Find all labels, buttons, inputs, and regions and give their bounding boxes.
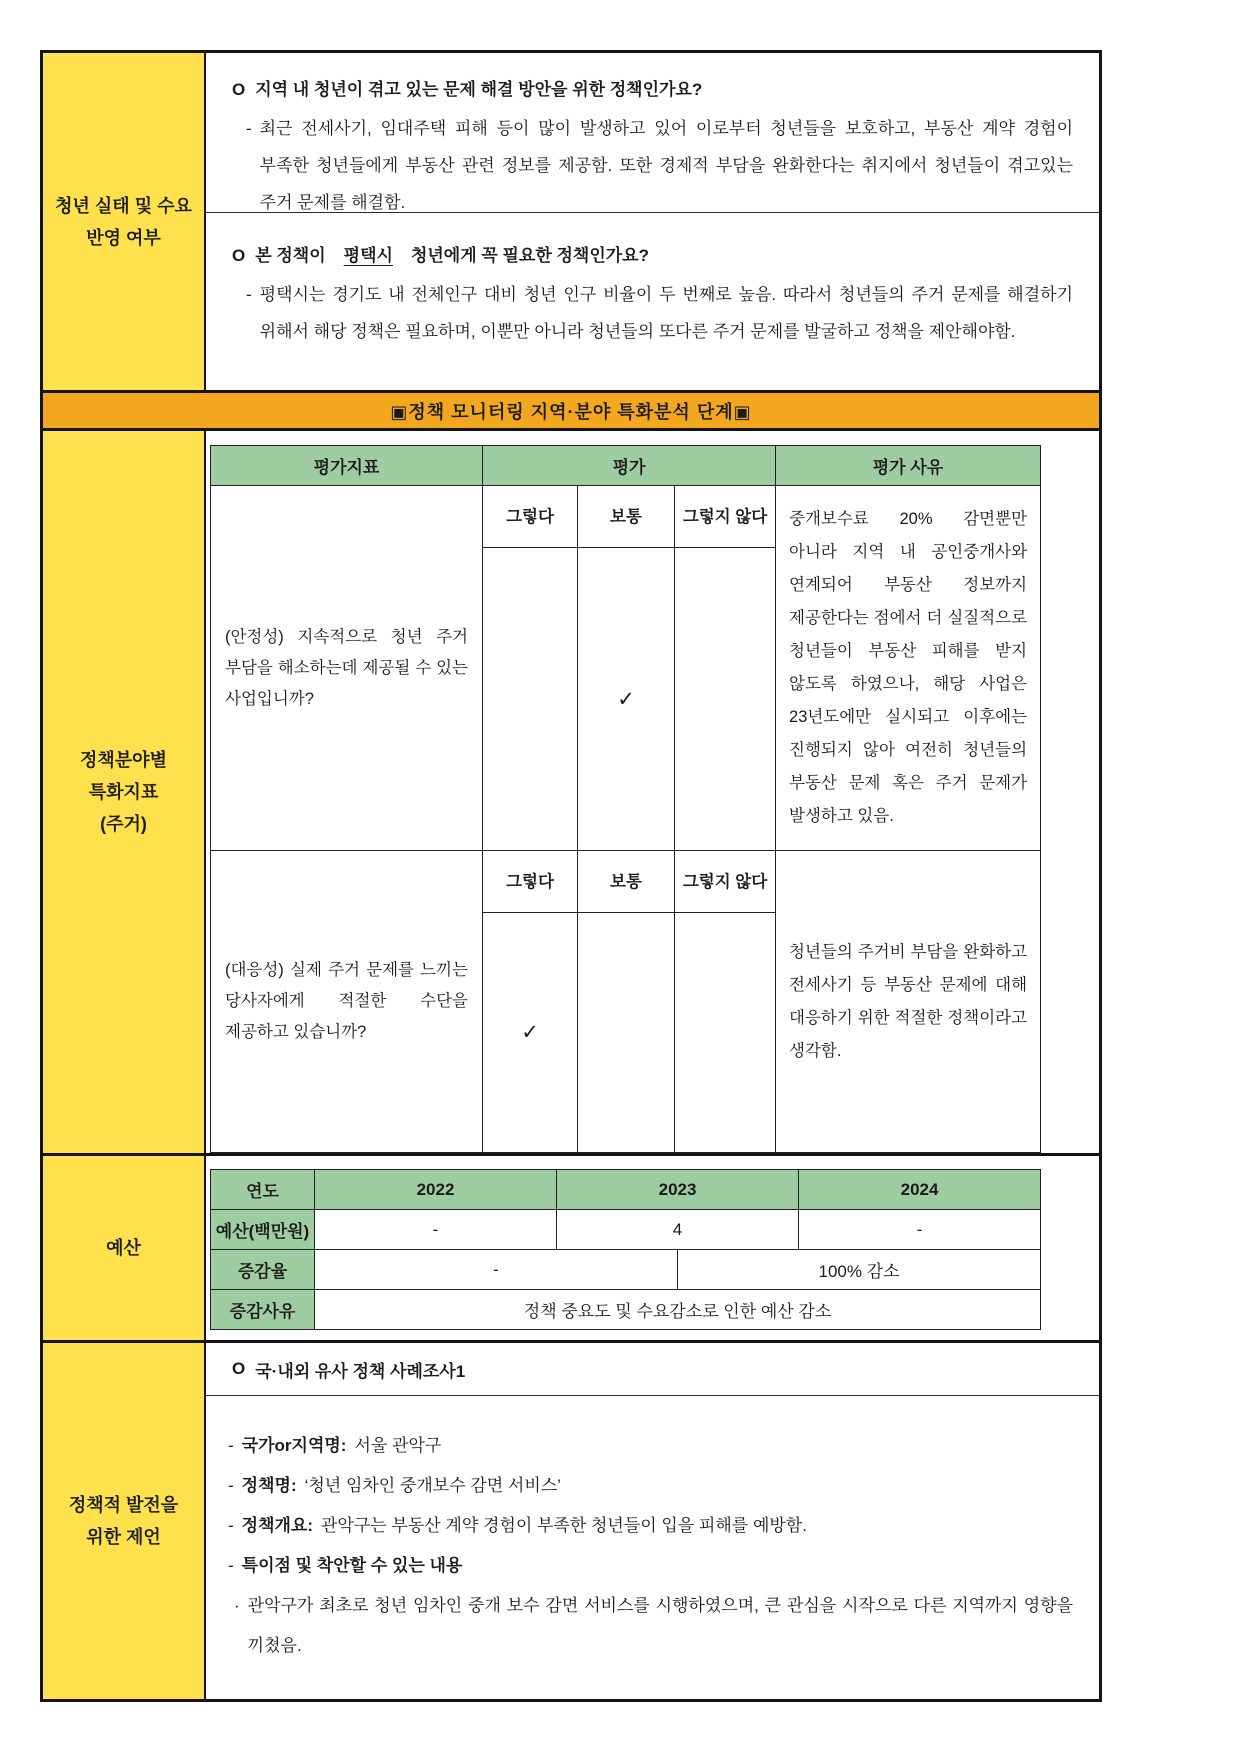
qa-block-problem-solving: [206, 53, 1099, 213]
row1-option-no: 그렇지 않다: [675, 486, 776, 548]
row2-option-no: 그렇지 않다: [675, 851, 776, 913]
dash-bullet: -: [228, 1476, 234, 1495]
banner-title: ▣정책 모니터링 지역·분야 특화분석 단계▣: [390, 401, 752, 422]
change-right: 100% 감소: [678, 1250, 1041, 1290]
row2-check-yes: ✓: [483, 913, 578, 1153]
row1-check-yes: [483, 548, 578, 851]
change-reason-value: 정책 중요도 및 수요감소로 인한 예산 감소: [315, 1290, 1041, 1330]
section-budget: [43, 1156, 1099, 1343]
question-line: [232, 237, 1073, 274]
suggestions-content: [206, 1343, 1099, 1699]
case-item-label: 특이점 및 착안할 수 있는 내용: [241, 1556, 463, 1575]
underlined-city-name: 평택시: [343, 246, 393, 265]
header-evaluation: 평가: [483, 446, 776, 486]
row2-check-no: [675, 913, 776, 1153]
case-note-text: 관악구가 최초로 청년 임차인 중개 보수 감면 서비스를 시행하였으며, 큰 관심을 시작으로 다른 지역까지 영향을 끼쳤음.: [247, 1596, 1073, 1655]
case-study-heading: [206, 1343, 1099, 1396]
row1-check-mid: ✓: [578, 548, 675, 851]
section-youth-demand: [43, 53, 1099, 393]
year-label: 연도: [211, 1170, 315, 1210]
section-suggestions: [43, 1343, 1099, 1699]
label-line: 위한 제언: [86, 1527, 161, 1547]
year-2024: 2024: [799, 1170, 1041, 1210]
label-line: 정책적 발전을: [68, 1495, 179, 1515]
answer-line: [232, 110, 1073, 221]
row2-option-yes: 그렇다: [483, 851, 578, 913]
case-item-text: 관악구는 부동산 계약 경험이 부족한 청년들이 입을 피해를 예방함.: [321, 1516, 807, 1535]
question-text-prefix: 본 정책이: [255, 246, 326, 265]
dash-bullet: -: [228, 1436, 234, 1455]
section-label-suggestions: [43, 1343, 206, 1699]
label-line: 예산: [106, 1238, 141, 1258]
row2-option-mid: 보통: [578, 851, 675, 913]
label-line: 반영 여부: [86, 227, 161, 248]
row2-options: [211, 851, 1041, 913]
case-item-policy-name: [228, 1466, 1073, 1506]
budget-label: 예산(백만원): [211, 1210, 315, 1250]
case-item-label: 정책개요:: [241, 1516, 314, 1535]
case-item-text: 서울 관악구: [354, 1436, 442, 1455]
case-item-region: [228, 1426, 1073, 1466]
label-line: (주거): [100, 814, 147, 834]
case-item-overview: [228, 1506, 1073, 1546]
row2-question: (대응성) 실제 주거 문제를 느끼는 당사자에게 적절한 수단을 제공하고 있습니까?: [211, 851, 483, 1153]
special-analysis-banner: [43, 393, 1099, 431]
dot-bullet: ·: [234, 1596, 240, 1615]
row1-option-yes: 그렇다: [483, 486, 578, 548]
question-text-suffix: 청년에게 꼭 필요한 정책인가요?: [410, 246, 649, 265]
row1-check-no: [675, 548, 776, 851]
evaluation-table-area: [206, 431, 1099, 1153]
circle-bullet: O: [232, 246, 246, 265]
budget-table: [210, 1169, 1041, 1330]
case-item-text: ‘청년 임차인 중개보수 감면 서비스’: [304, 1476, 561, 1495]
case-study-body: [206, 1396, 1099, 1699]
row1-options: [211, 486, 1041, 548]
circle-bullet: O: [232, 1359, 246, 1378]
budget-2023: 4: [557, 1210, 799, 1250]
year-2023: 2023: [557, 1170, 799, 1210]
row2-reason: 청년들의 주거비 부담을 완화하고 전세사기 등 부동산 문제에 대해 대응하기 위한 적절한 정책이라고 생각함.: [776, 851, 1041, 1153]
answer-text: 평택시는 경기도 내 전체인구 대비 청년 인구 비율이 두 번째로 높음. 따라서 청년들의 주거 문제를 해결하기 위해서 해당 정책은 필요하며, 이뿐만 아니라 청년들의 또다른 주거 문제를 발굴하고 정책을 제안해야함.: [259, 285, 1073, 341]
policy-monitoring-document: [40, 50, 1102, 1702]
section-label-special-indicators: [43, 431, 206, 1153]
change-label: 증감율: [211, 1250, 315, 1290]
question-text: 지역 내 청년이 겪고 있는 문제 해결 방안을 위한 정책인가요?: [255, 80, 703, 99]
header-indicator: 평가지표: [211, 446, 483, 486]
case-item-label: 국가or지역명:: [241, 1436, 347, 1455]
section-label-youth-demand: [43, 53, 206, 390]
case-item-label: 정책명:: [241, 1476, 297, 1495]
evaluation-header-row: [211, 446, 1041, 486]
budget-2024: -: [799, 1210, 1041, 1250]
label-line: 정책분야별: [80, 750, 167, 770]
budget-amount-row: [211, 1210, 1041, 1250]
budget-year-row: [211, 1170, 1041, 1210]
case-item-notable: [228, 1546, 1073, 1586]
circle-bullet: O: [232, 80, 246, 99]
label-line: 청년 실태 및 수요: [55, 195, 192, 216]
row1-question: (안정성) 지속적으로 청년 주거 부담을 해소하는데 제공될 수 있는 사업입니까?: [211, 486, 483, 851]
case-note: [228, 1586, 1073, 1666]
evaluation-table: [210, 445, 1041, 1153]
answer-line: [232, 276, 1073, 350]
dash-bullet: -: [246, 119, 252, 138]
budget-reason-row: [211, 1290, 1041, 1330]
dash-bullet: -: [228, 1516, 234, 1535]
case-study-heading-text: 국·내외 유사 정책 사례조사1: [255, 1361, 466, 1381]
section-special-indicators: [43, 431, 1099, 1156]
section-label-budget: [43, 1156, 206, 1340]
question-line: [232, 71, 1073, 108]
row2-check-mid: [578, 913, 675, 1153]
year-2022: 2022: [315, 1170, 557, 1210]
dash-bullet: -: [228, 1556, 234, 1575]
change-reason-label: 증감사유: [211, 1290, 315, 1330]
row1-reason: 중개보수료 20% 감면뿐만 아니라 지역 내 공인중개사와 연계되어 부동산 정보까지 제공한다는 점에서 더 실질적으로 청년들이 부동산 피해를 받지 않도록 하였으나, 해당 사업은 23년도에만 실시되고 이후에는 진행되지 않아 여전히 청년들의 부동산 문제 혹은 주거 문제가 발생하고 있음.: [776, 486, 1041, 851]
row1-option-mid: 보통: [578, 486, 675, 548]
dash-bullet: -: [246, 285, 252, 304]
budget-change-row: [211, 1250, 1041, 1290]
budget-2022: -: [315, 1210, 557, 1250]
budget-table-area: [206, 1156, 1099, 1340]
answer-text: 최근 전세사기, 임대주택 피해 등이 많이 발생하고 있어 이로부터 청년들을 보호하고, 부동산 계약 경험이 부족한 청년들에게 부동산 관련 정보를 제공함. 또한 경제적 부담을 완화한다는 취지에서 청년들이 겪고있는 주거 문제를 해결함.: [259, 119, 1073, 212]
change-left: -: [315, 1250, 678, 1290]
header-reason: 평가 사유: [776, 446, 1041, 486]
qa-block-necessity: [206, 213, 1099, 388]
label-line: 특화지표: [88, 782, 159, 802]
section-youth-demand-content: [206, 53, 1099, 390]
